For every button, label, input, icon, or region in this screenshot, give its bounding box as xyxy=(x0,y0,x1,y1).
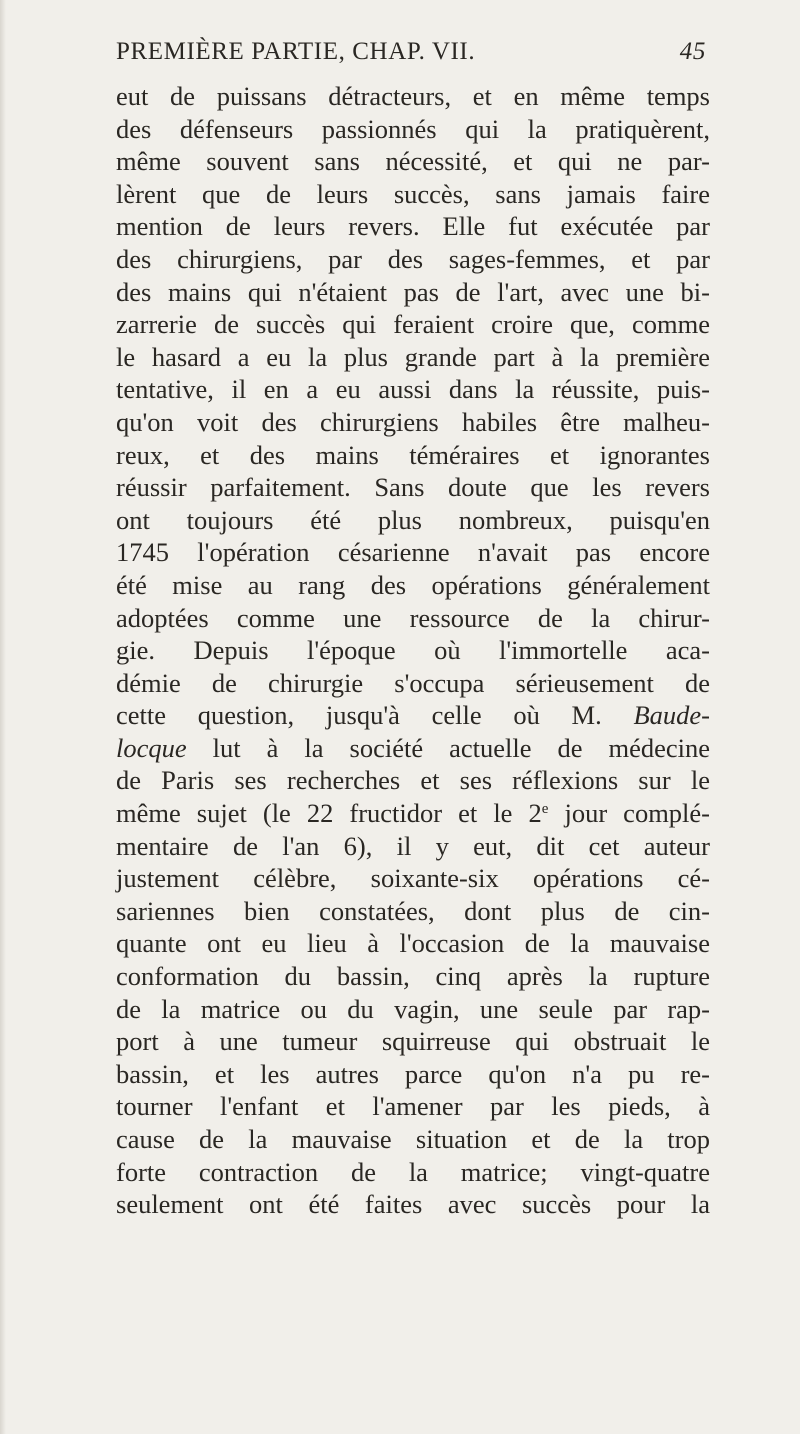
text-fragment: cette question, jusqu'à celle où M. xyxy=(116,700,602,731)
text-line: port à une tumeur squirreuse qui obstruait le xyxy=(116,1026,710,1057)
text-line: de la matrice ou du vagin, une seule par rap- xyxy=(116,993,710,1024)
page-number: 45 xyxy=(679,38,706,65)
text-line: bassin, et les autres parce qu'on n'a pu re- xyxy=(116,1058,710,1089)
page-edge-shadow xyxy=(0,0,6,1434)
text-line: eut de puissans détracteurs, et en même temps xyxy=(116,81,710,111)
text-line: adoptées comme une ressource de la chirur- xyxy=(116,602,710,633)
text-line: qu'on voit des chirurgiens habiles être malheu- xyxy=(116,406,710,437)
text-line: de Paris ses recherches et ses réflexions sur le xyxy=(116,765,710,796)
text-line: tentative, il en a eu aussi dans la réussite, puis- xyxy=(116,374,710,405)
text-line: justement célèbre, soixante-six opérations cé- xyxy=(116,863,710,894)
text-line: ont toujours été plus nombreux, puisqu'en xyxy=(116,504,710,535)
text-line: quante ont eu lieu à l'occasion de la mauvaise xyxy=(116,928,710,959)
page-header xyxy=(116,38,706,78)
text-fragment: lut à la société actuelle de médecine xyxy=(186,732,710,763)
text-line: sariennes bien constatées, dont plus de cin- xyxy=(116,895,710,926)
text-fragment: même sujet (le 22 fructidor et le 2 xyxy=(116,798,542,829)
text-line: tourner l'enfant et l'amener par les pieds, à xyxy=(116,1091,710,1122)
text-line: conformation du bassin, cinq après la rupture xyxy=(116,961,710,992)
text-line: réussir parfaitement. Sans doute que les revers xyxy=(116,472,710,503)
text-line: des défenseurs passionnés qui la pratiquèrent, xyxy=(116,113,710,144)
body-text xyxy=(116,80,710,1221)
text-line: seulement ont été faites avec succès pour la xyxy=(116,1189,710,1220)
text-line: reux, et des mains téméraires et ignorantes xyxy=(116,439,710,470)
italic-name-fragment: locque xyxy=(116,732,187,763)
text-line: même souvent sans nécessité, et qui ne par- xyxy=(116,146,710,177)
text-fragment: jour complé- xyxy=(564,798,711,829)
text-line: mention de leurs revers. Elle fut exécutée par xyxy=(116,211,710,242)
text-line: cause de la mauvaise situation et de la trop xyxy=(116,1124,710,1154)
text-line: forte contraction de la matrice; vingt-quatre xyxy=(116,1156,710,1187)
text-line-with-superscript xyxy=(116,797,710,830)
text-line: des chirurgiens, par des sages-femmes, et par xyxy=(116,243,710,274)
text-line: été mise au rang des opérations généralement xyxy=(116,569,710,600)
text-line: 1745 l'opération césarienne n'avait pas encore xyxy=(116,537,710,568)
text-line: mentaire de l'an 6), il y eut, dit cet auteur xyxy=(116,830,710,861)
italic-name-fragment: Baude- xyxy=(633,700,710,731)
text-line: le hasard a eu la plus grande part à la première xyxy=(116,341,710,372)
text-line: zarrerie de succès qui feraient croire que, comme xyxy=(116,309,710,340)
superscript-ordinal: e xyxy=(541,801,549,818)
text-line: gie. Depuis l'époque où l'immortelle aca- xyxy=(116,635,710,666)
text-line-with-italic xyxy=(116,732,710,765)
running-title: PREMIÈRE PARTIE, CHAP. VII. xyxy=(116,38,476,65)
text-line: des mains qui n'étaient pas de l'art, avec une bi- xyxy=(116,276,710,307)
text-line-with-italic xyxy=(116,699,710,732)
text-line: lèrent que de leurs succès, sans jamais faire xyxy=(116,178,710,209)
text-line: démie de chirurgie s'occupa sérieusement de xyxy=(116,667,710,698)
